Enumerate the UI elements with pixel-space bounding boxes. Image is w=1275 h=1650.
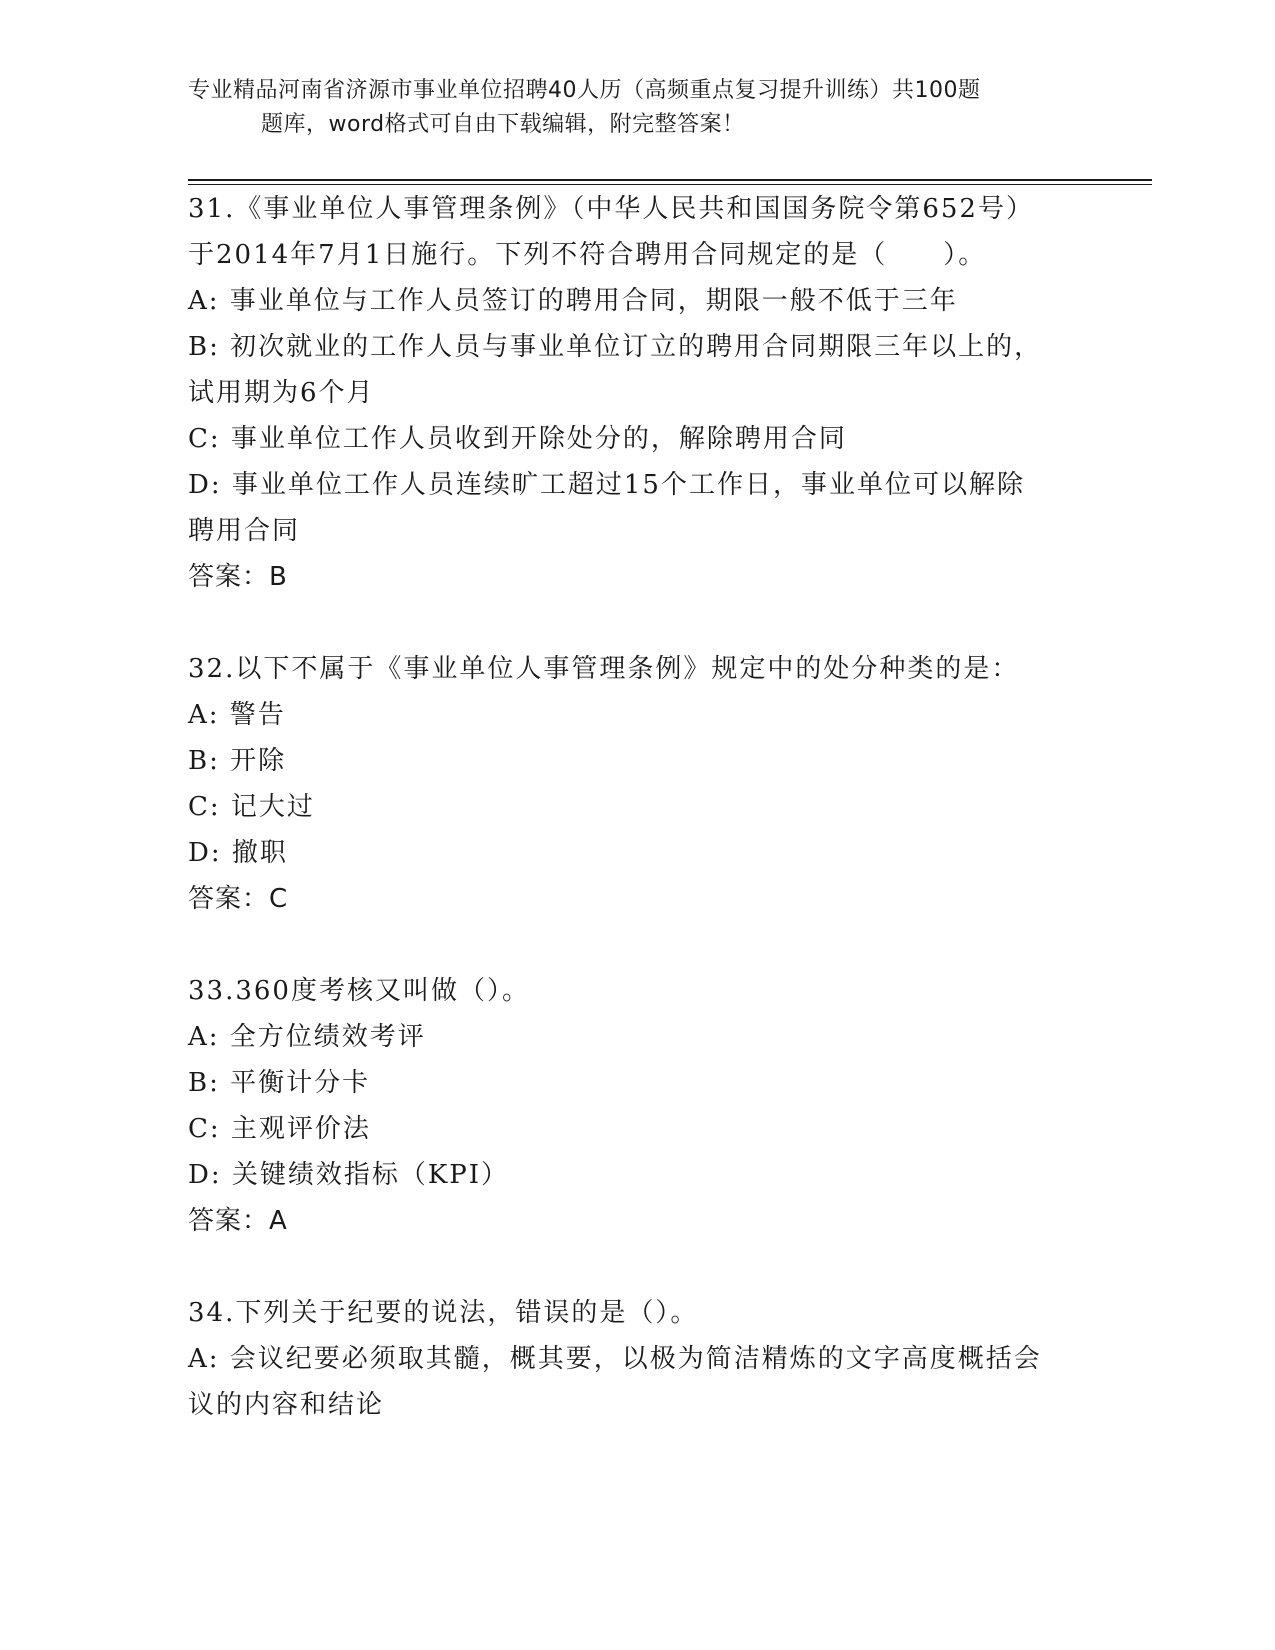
answer-option-line: D: 关键绩效指标（KPI）	[188, 1160, 510, 1190]
answer-option-line: C: 主观评价法	[188, 1114, 371, 1144]
question-block	[188, 646, 1088, 968]
question-stem-line: 34.下列关于纪要的说法，错误的是（）。	[188, 1298, 699, 1328]
question-block	[188, 186, 1088, 646]
answer-option	[188, 738, 1088, 784]
question-stem-line: 31.《事业单位人事管理条例》（中华人民共和国国务院令第652号）	[188, 194, 1034, 224]
question-stem-line: 于2014年7月1日施行。下列不符合聘用合同规定的是（ ）。	[188, 240, 987, 270]
answer-option-line: C: 记大过	[188, 792, 315, 822]
answer-option-line: A: 事业单位与工作人员签订的聘用合同，期限一般不低于三年	[188, 286, 958, 316]
header-title-line-1: 专业精品河南省济源市事业单位招聘40人历（高频重点复习提升训练）共100题	[188, 78, 981, 103]
answer-option	[188, 692, 1088, 738]
answer-option-line: D: 事业单位工作人员连续旷工超过15个工作日，事业单位可以解除	[188, 470, 1025, 500]
question-list	[188, 186, 1088, 1428]
answer-key: 答案：A	[188, 1206, 288, 1236]
answer-option	[188, 1152, 1088, 1198]
answer-option	[188, 1336, 1088, 1428]
answer-option-line: D: 撤职	[188, 838, 288, 868]
answer-option-line: 试用期为6个月	[188, 378, 375, 408]
answer-key: 答案：C	[188, 884, 289, 914]
header-title-line-2: 题库，word格式可自由下载编辑，附完整答案！	[261, 112, 745, 137]
header-rule-thin	[188, 184, 1152, 185]
question-block	[188, 968, 1088, 1290]
answer-option	[188, 278, 1088, 324]
answer-option-line: C: 事业单位工作人员收到开除处分的，解除聘用合同	[188, 424, 847, 454]
answer-option	[188, 324, 1088, 416]
header-rule-thick	[188, 179, 1152, 181]
question-block	[188, 1290, 1088, 1428]
answer-option-line: B: 初次就业的工作人员与事业单位订立的聘用合同期限三年以上的，	[188, 332, 1043, 362]
answer-option	[188, 462, 1088, 554]
question-spacer	[188, 922, 1088, 968]
answer-option-line: A: 会议纪要必须取其髓，概其要，以极为简洁精炼的文字高度概括会	[188, 1344, 1042, 1374]
answer-option-line: A: 警告	[188, 700, 286, 730]
answer-option-line: 议的内容和结论	[188, 1390, 385, 1420]
question-stem-line: 32.以下不属于《事业单位人事管理条例》规定中的处分种类的是：	[188, 654, 1020, 684]
page-header	[188, 74, 1088, 142]
question-spacer	[188, 600, 1088, 646]
answer-option	[188, 416, 1088, 462]
answer-option-line: 聘用合同	[188, 516, 301, 546]
question-stem-line: 33.360度考核又叫做（）。	[188, 976, 530, 1006]
answer-option-line: B: 平衡计分卡	[188, 1068, 371, 1098]
answer-option	[188, 1014, 1088, 1060]
answer-option-line: B: 开除	[188, 746, 287, 776]
answer-option	[188, 1106, 1088, 1152]
answer-option	[188, 830, 1088, 876]
answer-option	[188, 784, 1088, 830]
answer-key: 答案：B	[188, 562, 288, 592]
question-spacer	[188, 1244, 1088, 1290]
answer-option-line: A: 全方位绩效考评	[188, 1022, 426, 1052]
answer-option	[188, 1060, 1088, 1106]
